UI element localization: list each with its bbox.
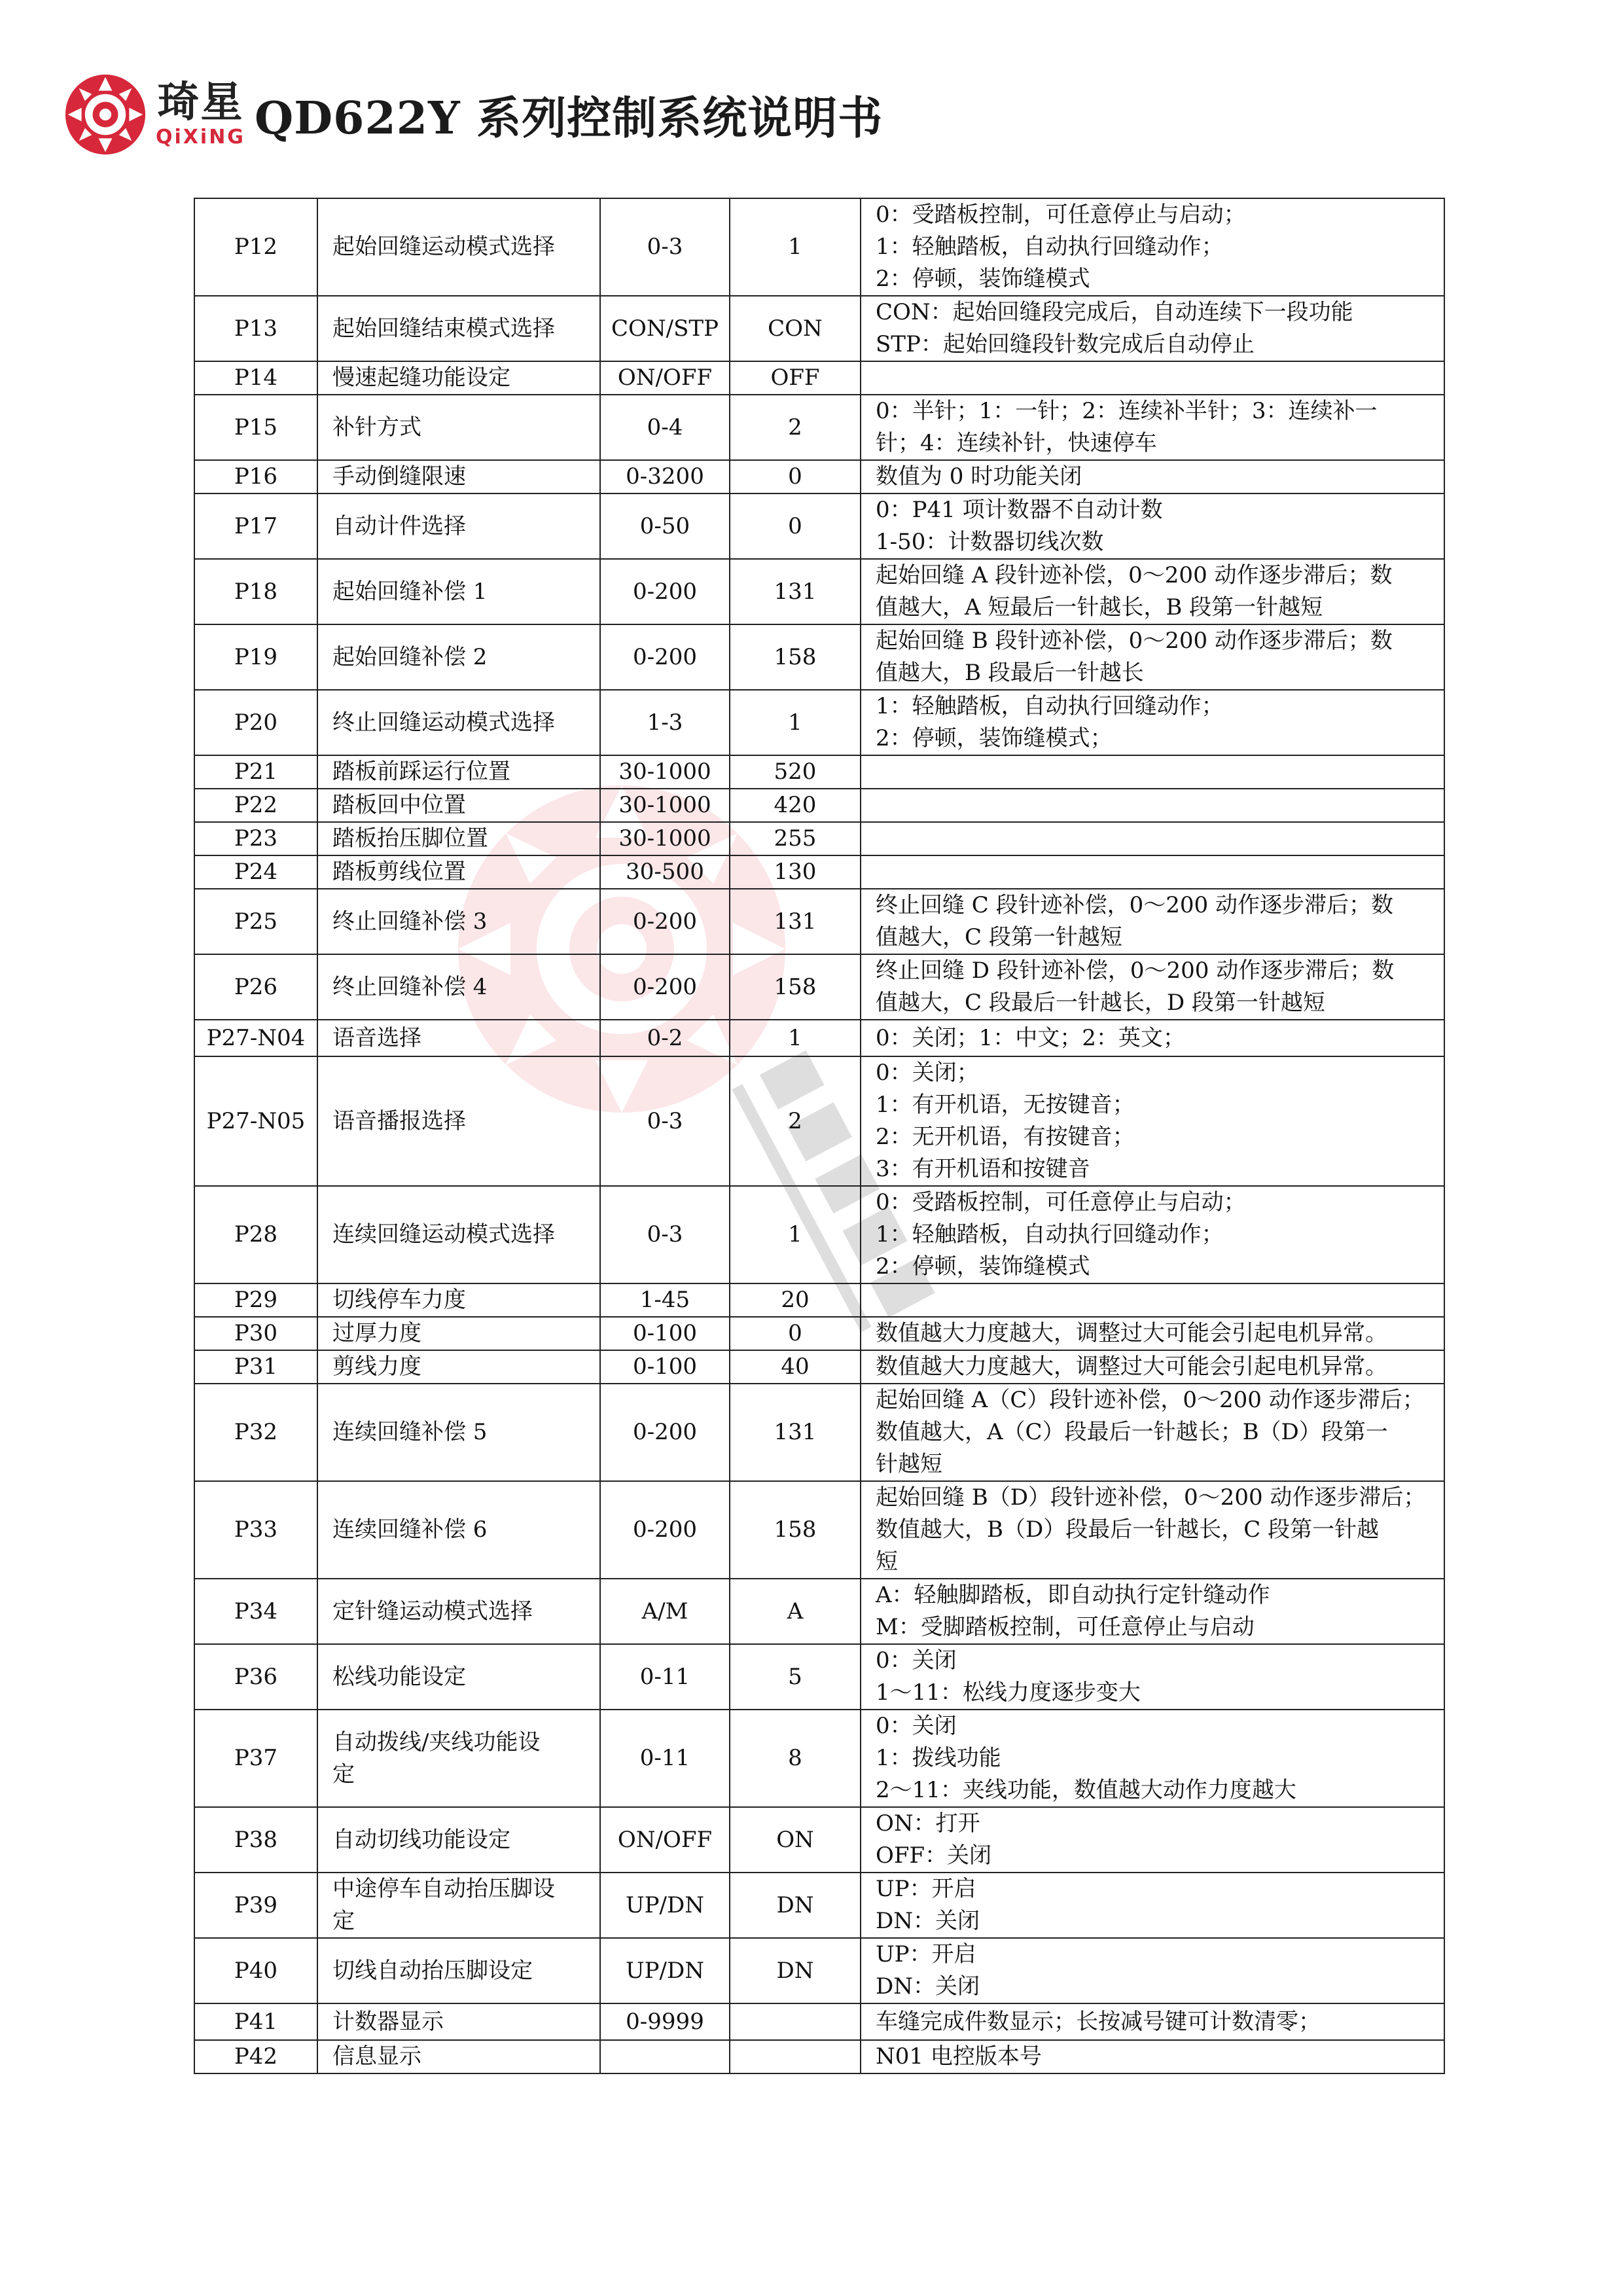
param-range: 0-2 [600, 1020, 730, 1056]
param-code: P33 [194, 1481, 317, 1579]
param-description-line: 1：拨线功能 [876, 1745, 1001, 1771]
param-code: P22 [194, 789, 317, 822]
param-description-line: 3：有开机语和按键音 [876, 1156, 1090, 1182]
table-row [194, 1384, 1444, 1481]
param-default [730, 2003, 861, 2040]
param-description-line: 1：轻触踏板，自动执行回缝动作； [876, 234, 1224, 260]
param-description [861, 1283, 1444, 1317]
param-default [730, 2040, 861, 2073]
table-row [194, 690, 1444, 755]
param-default: 1 [730, 1186, 861, 1283]
param-description [861, 198, 1444, 296]
param-name [317, 559, 600, 624]
table-row [194, 1873, 1444, 1938]
param-default: 158 [730, 624, 861, 690]
param-code: P13 [194, 296, 317, 361]
param-code: P24 [194, 855, 317, 889]
param-code: P16 [194, 460, 317, 493]
param-range: 0-200 [600, 1481, 730, 1579]
param-code: P14 [194, 361, 317, 395]
table-row [194, 1807, 1444, 1873]
param-default: 0 [730, 493, 861, 559]
param-description-line: 0：受踏板控制，可任意停止与启动； [876, 1189, 1246, 1215]
param-description-line: 0：半针；1：一针；2：连续补半针；3：连续补一 [876, 398, 1378, 424]
param-range: 30-1000 [600, 789, 730, 822]
param-name-line: 连续回缝补偿 5 [332, 1419, 488, 1445]
param-default: ON [730, 1807, 861, 1873]
param-name-line: 定针缝运动模式选择 [332, 1598, 533, 1624]
param-range: UP/DN [600, 1873, 730, 1938]
table-row [194, 1710, 1444, 1807]
param-description [861, 889, 1444, 954]
param-description [861, 1350, 1444, 1384]
param-description-line: 0：受踏板控制，可任意停止与启动； [876, 202, 1246, 228]
param-name-line: 起始回缝补偿 1 [332, 578, 488, 605]
param-name-line: 自动切线功能设定 [332, 1826, 510, 1853]
param-code: P12 [194, 198, 317, 296]
param-name [317, 1873, 600, 1938]
param-range: ON/OFF [600, 1807, 730, 1873]
param-range: 0-11 [600, 1644, 730, 1710]
param-description-line: 针；4：连续补针，快速停车 [876, 430, 1157, 456]
param-description-line: 数值越大，A（C）段最后一针越长；B（D）段第一 [876, 1419, 1388, 1445]
param-description [861, 690, 1444, 755]
param-description [861, 2003, 1444, 2040]
param-name-line: 终止回缝补偿 4 [332, 973, 488, 1000]
param-name [317, 789, 600, 822]
table-row [194, 1350, 1444, 1384]
parameter-table [194, 198, 1445, 2074]
param-description-line: 数值越大，B（D）段最后一针越长，C 段第一针越 [876, 1516, 1380, 1543]
param-default: 20 [730, 1283, 861, 1317]
param-name-line: 终止回缝补偿 3 [332, 908, 488, 935]
param-name [317, 755, 600, 789]
param-range: 0-200 [600, 559, 730, 624]
param-name [317, 2040, 600, 2073]
param-code: P20 [194, 690, 317, 755]
param-default: 131 [730, 889, 861, 954]
param-code: P30 [194, 1317, 317, 1350]
param-name [317, 954, 600, 1020]
param-range: ON/OFF [600, 361, 730, 395]
brand-block [156, 79, 245, 149]
param-code: P40 [194, 1938, 317, 2003]
param-description-line: 1：轻触踏板，自动执行回缝动作； [876, 693, 1224, 719]
param-name [317, 1056, 600, 1186]
param-description [861, 493, 1444, 559]
param-description [861, 954, 1444, 1020]
param-name [317, 690, 600, 755]
param-code: P39 [194, 1873, 317, 1938]
param-code: P17 [194, 493, 317, 559]
param-default: 131 [730, 559, 861, 624]
param-code: P28 [194, 1186, 317, 1283]
param-default: 1 [730, 198, 861, 296]
param-code: P27-N05 [194, 1056, 317, 1186]
param-name-line: 信息显示 [332, 2043, 421, 2070]
table-row [194, 624, 1444, 690]
param-name-line: 自动计件选择 [332, 512, 466, 539]
param-range: 1-3 [600, 690, 730, 755]
table-row [194, 755, 1444, 789]
table-row [194, 1283, 1444, 1317]
param-default: 255 [730, 822, 861, 855]
param-name [317, 1283, 600, 1317]
param-name-line: 终止回缝运动模式选择 [332, 709, 555, 736]
param-description-line: 终止回缝 D 段针迹补偿，0～200 动作逐步滞后；数 [876, 958, 1395, 984]
param-code: P37 [194, 1710, 317, 1807]
param-description-line: 针越短 [876, 1451, 942, 1477]
param-default: 2 [730, 1056, 861, 1186]
param-description [861, 2040, 1444, 2073]
param-name [317, 296, 600, 361]
param-name [317, 1710, 600, 1807]
param-range: UP/DN [600, 1938, 730, 2003]
param-name [317, 1317, 600, 1350]
table-row [194, 855, 1444, 889]
param-description [861, 1056, 1444, 1186]
param-name [317, 1579, 600, 1644]
param-name-line: 踏板回中位置 [332, 792, 466, 818]
param-description-line: 1-50：计数器切线次数 [876, 529, 1104, 555]
table-row [194, 1186, 1444, 1283]
param-description-line: 0：关闭； [876, 1060, 979, 1086]
param-name-line: 定 [332, 1908, 355, 1934]
param-description [861, 395, 1444, 460]
param-name-line: 过厚力度 [332, 1320, 421, 1346]
param-range: 0-50 [600, 493, 730, 559]
brand-name-en: QiXiNG [156, 126, 245, 149]
param-name [317, 1186, 600, 1283]
param-name-line: 起始回缝运动模式选择 [332, 234, 555, 260]
param-description-line: 数值为 0 时功能关闭 [876, 463, 1082, 490]
param-code: P19 [194, 624, 317, 690]
param-range: 0-200 [600, 954, 730, 1020]
param-default: 130 [730, 855, 861, 889]
param-default: 158 [730, 954, 861, 1020]
param-name [317, 1644, 600, 1710]
param-name-line: 补针方式 [332, 414, 421, 440]
param-default: 1 [730, 1020, 861, 1056]
table-row [194, 1481, 1444, 1579]
param-description [861, 1579, 1444, 1644]
param-code: P41 [194, 2003, 317, 2040]
param-name [317, 1938, 600, 2003]
param-description [861, 559, 1444, 624]
param-description-line: 2：停顿，装饰缝模式； [876, 725, 1113, 751]
param-default: CON [730, 296, 861, 361]
param-description [861, 1481, 1444, 1579]
param-range: 0-200 [600, 1384, 730, 1481]
param-description-line: UP：开启 [876, 1941, 976, 1967]
param-range: 0-9999 [600, 2003, 730, 2040]
param-name-line: 语音选择 [332, 1024, 421, 1051]
param-range: 0-3200 [600, 460, 730, 493]
param-range: CON/STP [600, 296, 730, 361]
param-name [317, 1807, 600, 1873]
param-range: A/M [600, 1579, 730, 1644]
table-row [194, 1317, 1444, 1350]
param-range: 30-1000 [600, 755, 730, 789]
table-row [194, 889, 1444, 954]
param-code: P25 [194, 889, 317, 954]
param-default: 1 [730, 690, 861, 755]
param-name-line: 剪线力度 [332, 1354, 421, 1380]
param-range [600, 2040, 730, 2073]
param-description-line: 值越大，C 段第一针越短 [876, 924, 1122, 950]
param-code: P23 [194, 822, 317, 855]
param-name-line: 起始回缝补偿 2 [332, 643, 488, 670]
param-description [861, 1186, 1444, 1283]
param-description [861, 1020, 1444, 1056]
param-name [317, 493, 600, 559]
param-default: 8 [730, 1710, 861, 1807]
param-range: 0-3 [600, 1186, 730, 1283]
table-row [194, 559, 1444, 624]
param-description [861, 1710, 1444, 1807]
param-description-line: OFF：关闭 [876, 1842, 992, 1869]
param-range: 0-11 [600, 1710, 730, 1807]
param-name-line: 连续回缝运动模式选择 [332, 1221, 555, 1247]
param-default: 520 [730, 755, 861, 789]
brand-name-cn: 琦星 [157, 79, 244, 127]
table-row [194, 822, 1444, 855]
param-description-line: 数值越大力度越大，调整过大可能会引起电机异常。 [876, 1354, 1387, 1380]
param-code: P18 [194, 559, 317, 624]
param-description [861, 1873, 1444, 1938]
param-description-line: DN：关闭 [876, 1973, 980, 2000]
param-code: P42 [194, 2040, 317, 2073]
param-name-line: 计数器显示 [332, 2008, 444, 2035]
param-code: P36 [194, 1644, 317, 1710]
param-description-line: N01 电控版本号 [876, 2043, 1042, 2070]
param-name-line: 定 [332, 1761, 355, 1787]
param-description-line: A：轻触脚踏板，即自动执行定针缝动作 [876, 1582, 1270, 1608]
param-description [861, 1938, 1444, 2003]
param-name-line: 语音播报选择 [332, 1107, 466, 1134]
param-name [317, 361, 600, 395]
param-description [861, 296, 1444, 361]
table-row [194, 954, 1444, 1020]
param-description [861, 361, 1444, 395]
param-name [317, 1020, 600, 1056]
param-range: 0-100 [600, 1317, 730, 1350]
param-description-line: 短 [876, 1549, 898, 1575]
param-range: 0-4 [600, 395, 730, 460]
param-default: A [730, 1579, 861, 1644]
param-code: P15 [194, 395, 317, 460]
table-row [194, 1579, 1444, 1644]
table-row [194, 1056, 1444, 1186]
parameter-table-body [194, 198, 1444, 2073]
param-description-line: 0：关闭 [876, 1713, 957, 1739]
param-description-line: 2：无开机语，有按键音； [876, 1124, 1135, 1150]
param-name-line: 中途停车自动抬压脚设 [332, 1876, 555, 1902]
param-default: 131 [730, 1384, 861, 1481]
param-description [861, 855, 1444, 889]
param-name-line: 切线自动抬压脚设定 [332, 1957, 533, 1984]
param-name-line: 踏板剪线位置 [332, 859, 466, 885]
table-row [194, 2040, 1444, 2073]
param-description-line: 起始回缝 B 段针迹补偿，0～200 动作逐步滞后；数 [876, 628, 1393, 654]
document-title: QD622Y 系列控制系统说明书 [254, 92, 883, 145]
param-name-line: 慢速起缝功能设定 [332, 365, 510, 391]
param-description-line: 数值越大力度越大，调整过大可能会引起电机异常。 [876, 1320, 1387, 1346]
table-row [194, 460, 1444, 493]
param-description-line: 2～11：夹线功能，数值越大动作力度越大 [876, 1777, 1296, 1803]
param-description-line: 起始回缝 A（C）段针迹补偿，0～200 动作逐步滞后； [876, 1387, 1425, 1413]
param-name [317, 1384, 600, 1481]
param-name-line: 松线功能设定 [332, 1663, 466, 1690]
param-default: OFF [730, 361, 861, 395]
param-default: 0 [730, 1317, 861, 1350]
param-code: P34 [194, 1579, 317, 1644]
param-description-line: 1：有开机语，无按键音； [876, 1092, 1135, 1118]
param-range: 0-200 [600, 889, 730, 954]
param-description-line: 1～11：松线力度逐步变大 [876, 1679, 1141, 1706]
table-row [194, 296, 1444, 361]
param-name [317, 624, 600, 690]
param-description-line: 起始回缝 B（D）段针迹补偿，0～200 动作逐步滞后； [876, 1484, 1426, 1511]
param-name-line: 手动倒缝限速 [332, 463, 466, 490]
param-description [861, 1644, 1444, 1710]
param-name-line: 自动拨线/夹线功能设 [332, 1729, 541, 1755]
param-code: P38 [194, 1807, 317, 1873]
param-code: P29 [194, 1283, 317, 1317]
table-row [194, 361, 1444, 395]
param-description-line: 0：关闭；1：中文；2：英文； [876, 1024, 1185, 1051]
param-name-line: 踏板前踩运行位置 [332, 759, 510, 785]
param-default: 158 [730, 1481, 861, 1579]
table-row [194, 789, 1444, 822]
param-description-line: 值越大，C 段最后一针越长，D 段第一针越短 [876, 990, 1325, 1016]
param-range: 30-1000 [600, 822, 730, 855]
param-name-line: 切线停车力度 [332, 1287, 466, 1313]
param-description [861, 822, 1444, 855]
param-name-line: 起始回缝结束模式选择 [332, 315, 555, 342]
param-name [317, 460, 600, 493]
param-name [317, 395, 600, 460]
param-description-line: 1：轻触踏板，自动执行回缝动作； [876, 1221, 1224, 1247]
param-description-line: 值越大，A 短最后一针越长，B 段第一针越短 [876, 594, 1323, 620]
param-name-line: 踏板抬压脚位置 [332, 825, 488, 852]
table-row [194, 493, 1444, 559]
param-description-line: ON：打开 [876, 1810, 980, 1837]
param-name [317, 1481, 600, 1579]
param-range: 0-200 [600, 624, 730, 690]
param-name-line: 连续回缝补偿 6 [332, 1516, 488, 1543]
param-code: P32 [194, 1384, 317, 1481]
param-range: 0-3 [600, 198, 730, 296]
param-description [861, 460, 1444, 493]
qixing-logo-icon [63, 72, 148, 157]
param-name [317, 1350, 600, 1384]
param-range: 30-500 [600, 855, 730, 889]
param-description-line: 0：P41 项计数器不自动计数 [876, 497, 1163, 523]
param-default: 2 [730, 395, 861, 460]
param-description-line: 2：停顿，装饰缝模式 [876, 266, 1090, 292]
param-code: P26 [194, 954, 317, 1020]
param-description-line: M：受脚踏板控制，可任意停止与启动 [876, 1614, 1255, 1640]
param-description [861, 755, 1444, 789]
param-default: DN [730, 1873, 861, 1938]
param-code: P31 [194, 1350, 317, 1384]
table-row [194, 1644, 1444, 1710]
param-code: P21 [194, 755, 317, 789]
param-default: DN [730, 1938, 861, 2003]
param-description-line: DN：关闭 [876, 1908, 980, 1934]
param-range: 0-100 [600, 1350, 730, 1384]
param-default: 0 [730, 460, 861, 493]
param-description-line: STP：起始回缝段针数完成后自动停止 [876, 331, 1255, 357]
param-description [861, 624, 1444, 690]
param-name [317, 855, 600, 889]
param-default: 5 [730, 1644, 861, 1710]
page-header [63, 65, 883, 164]
param-range: 1-45 [600, 1283, 730, 1317]
param-description-line: 车缝完成件数显示；长按减号键可计数清零； [876, 2008, 1321, 2035]
param-description [861, 789, 1444, 822]
param-range: 0-3 [600, 1056, 730, 1186]
param-description-line: 起始回缝 A 段针迹补偿，0～200 动作逐步滞后；数 [876, 562, 1393, 588]
param-description [861, 1384, 1444, 1481]
param-description-line: UP：开启 [876, 1876, 976, 1902]
table-row [194, 395, 1444, 460]
param-description [861, 1317, 1444, 1350]
param-description-line: 2：停顿，装饰缝模式 [876, 1253, 1090, 1280]
param-description-line: 0：关闭 [876, 1647, 957, 1674]
param-code: P27-N04 [194, 1020, 317, 1056]
table-row [194, 1020, 1444, 1056]
table-row [194, 1938, 1444, 2003]
param-default: 40 [730, 1350, 861, 1384]
param-description [861, 1807, 1444, 1873]
param-description-line: CON：起始回缝段完成后，自动连续下一段功能 [876, 299, 1353, 325]
param-name [317, 822, 600, 855]
param-default: 420 [730, 789, 861, 822]
param-name [317, 198, 600, 296]
table-row [194, 198, 1444, 296]
table-row [194, 2003, 1444, 2040]
param-description-line: 值越大，B 段最后一针越长 [876, 660, 1144, 686]
param-description-line: 终止回缝 C 段针迹补偿，0～200 动作逐步滞后；数 [876, 892, 1393, 918]
param-name [317, 2003, 600, 2040]
param-name [317, 889, 600, 954]
